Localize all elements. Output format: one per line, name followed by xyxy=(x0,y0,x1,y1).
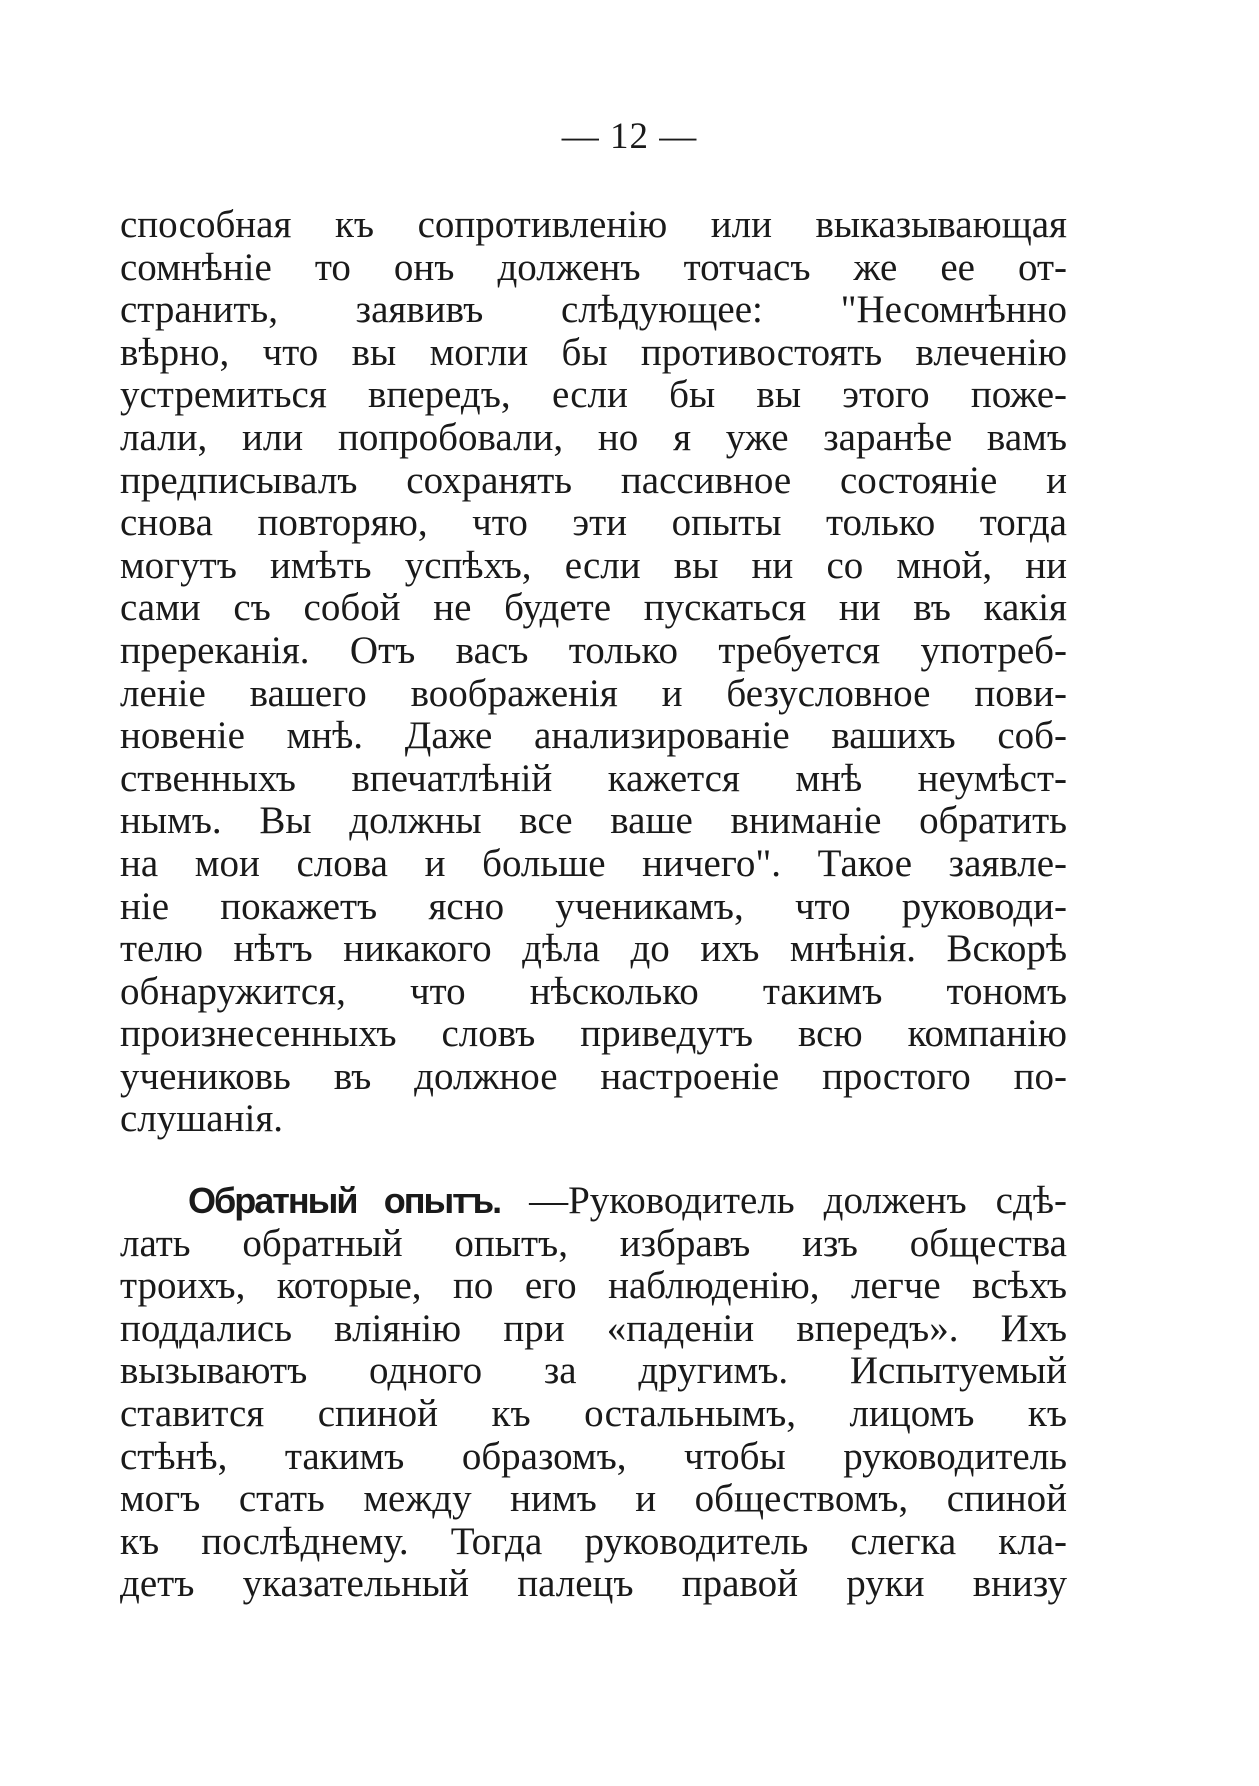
text-line: телю нѣтъ никакого дѣла до ихъ мнѣнія. Вскорѣ xyxy=(120,927,1067,971)
text-line: детъ указательный палецъ правой руки внизу xyxy=(120,1562,1067,1606)
text-line: къ послѣднему. Тогда руководитель слегка кла- xyxy=(120,1519,1067,1563)
text-line: обнаружится, что нѣсколько такимъ тономъ xyxy=(120,969,1067,1013)
text-line: слушанія. xyxy=(120,1097,284,1141)
text-line: сами съ собой не будете пускаться ни въ какія xyxy=(120,586,1067,630)
text-line: новеніе мнѣ. Даже анализированіе вашихъ соб- xyxy=(120,714,1067,758)
text-line: устремиться впередъ, если бы вы этого поже- xyxy=(120,373,1067,417)
text-line: ставится спиной къ остальнымъ, лицомъ къ xyxy=(120,1391,1067,1435)
text-line: стѣнѣ, такимъ образомъ, чтобы руководитель xyxy=(120,1434,1067,1478)
first-line-text: —Руководитель долженъ сдѣ- xyxy=(500,1179,1067,1222)
text-line: троихъ, которые, по его наблюденію, легче всѣхъ xyxy=(120,1264,1067,1308)
text-line: сомнѣніе то онъ долженъ тотчасъ же ее от- xyxy=(120,245,1067,289)
paragraph-1 xyxy=(120,204,1067,1141)
text-line: лали, или попробовали, но я уже заранѣе вамъ xyxy=(120,415,1067,459)
text-line: предписывалъ сохранять пассивное состояніе и xyxy=(120,458,1067,502)
section-heading: Обратный опытъ. xyxy=(188,1180,501,1221)
text-line: лать обратный опытъ, избравъ изъ общества xyxy=(120,1221,1067,1265)
text-line: пререканія. Отъ васъ только требуется употреб- xyxy=(120,628,1067,672)
text-line: поддались вліянію при «паденіи впередъ». Ихъ xyxy=(120,1306,1067,1350)
text-line: могъ стать между нимъ и обществомъ, спиной xyxy=(120,1477,1067,1521)
paragraph-2 xyxy=(120,1180,1067,1606)
text-line: вызываютъ одного за другимъ. Испытуемый xyxy=(120,1349,1067,1393)
text-line: способная къ сопротивленію или выказывающая xyxy=(120,203,1067,246)
text-line: нымъ. Вы должны все ваше вниманіе обратить xyxy=(120,799,1067,843)
text-line: произнесенныхъ словъ приведутъ всю компанію xyxy=(120,1012,1067,1056)
text-line-first xyxy=(120,1180,1067,1223)
text-line: снова повторяю, что эти опыты только тогда xyxy=(120,501,1067,545)
text-line: могутъ имѣть успѣхъ, если вы ни со мной, ни xyxy=(120,543,1067,587)
text-line: вѣрно, что вы могли бы противостоять влеченію xyxy=(120,330,1067,374)
page-number: — 12 — xyxy=(561,116,698,157)
text-line: ственныхъ впечатлѣній кажется мнѣ неумѣст- xyxy=(120,756,1067,800)
text-line: на мои слова и больше ничего". Такое заявле- xyxy=(120,841,1067,885)
text-line: странить, заявивъ слѣдующее: "Несомнѣнно xyxy=(120,288,1067,332)
text-line: леніе вашего воображенія и безусловное пови- xyxy=(120,671,1067,715)
text-line: учениковь въ должное настроеніе простого по- xyxy=(120,1054,1067,1098)
text-line: ніе покажетъ ясно ученикамъ, что руководи- xyxy=(120,884,1067,928)
